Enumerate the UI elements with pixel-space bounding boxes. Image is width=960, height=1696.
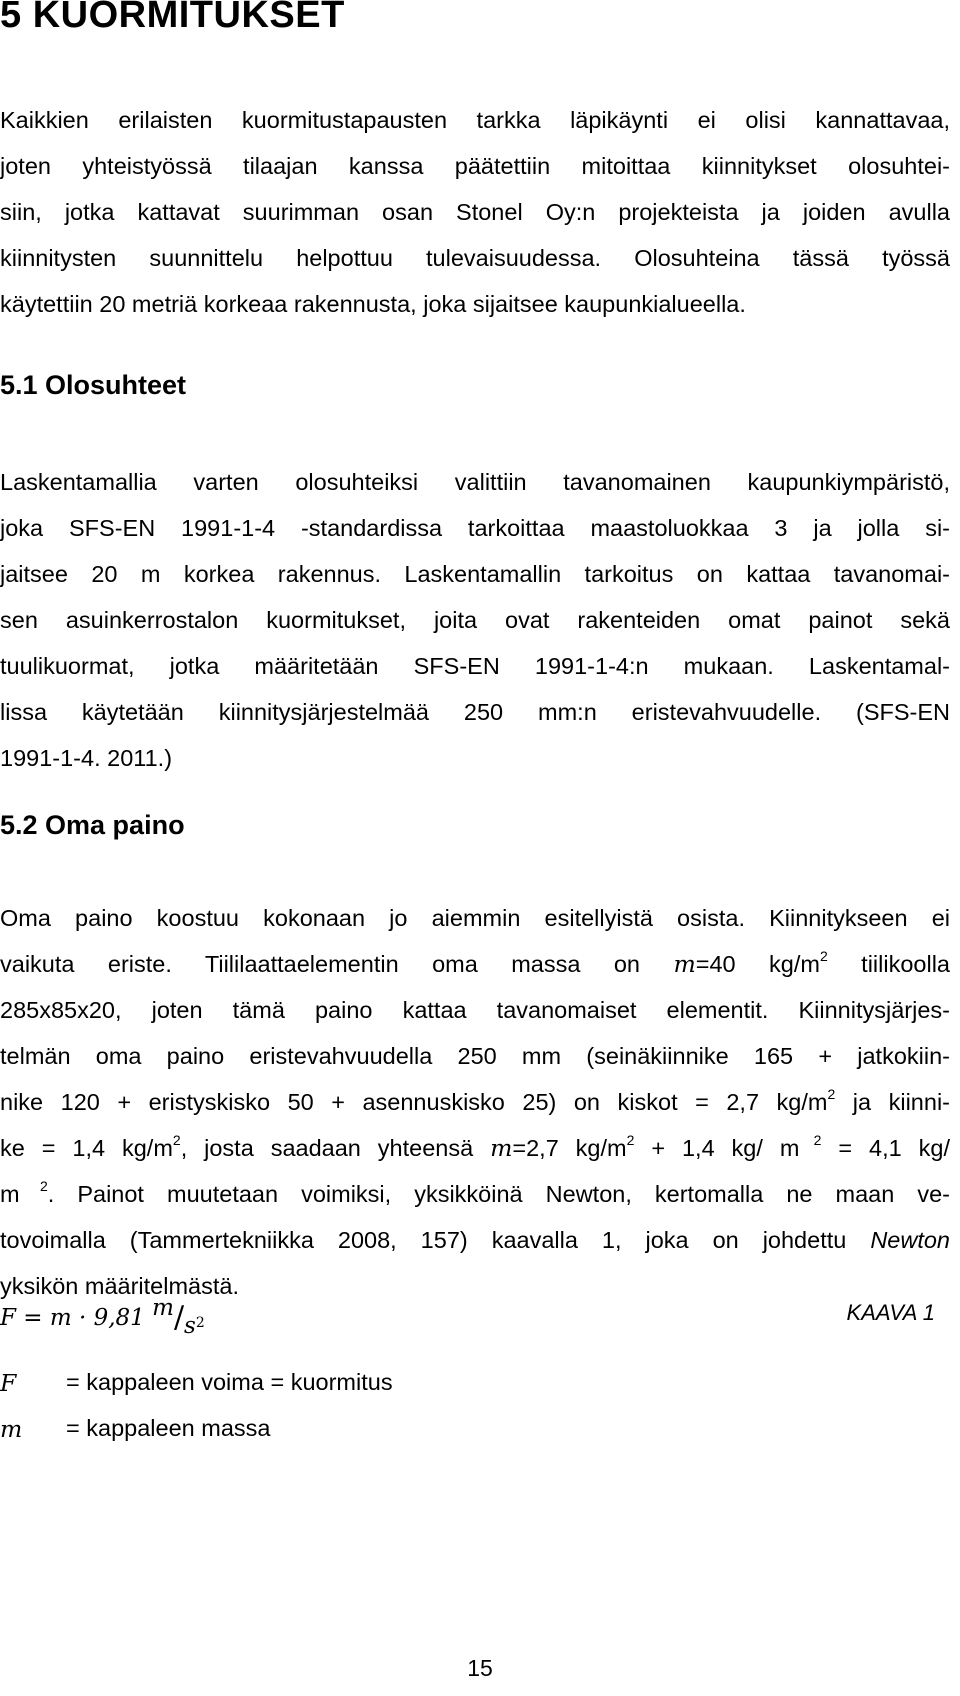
definition-row: [0, 1369, 950, 1409]
text-line: siin, jotka kattavat suurimman osan Stonel Oy:n projekteista ja joiden avulla: [0, 199, 950, 225]
text-line: ke = 1,4 $kg/m^2$, josta saadaan yhteensä m=2,7 $kg/m^2 + 1,4$ kg/ m $^2$ = 4,1 kg/: [0, 1132, 950, 1162]
intro-paragraph: [0, 97, 950, 327]
formula-label: KAAVA 1: [846, 1300, 935, 1325]
text-line: joten yhteistyössä tilaajan kanssa päätettiin mitoittaa kiinnitykset olosuhtei-: [0, 153, 950, 179]
text-line: jaitsee 20 m korkea rakennus. Laskentamallin tarkoitus on kattaa tavanomai-: [0, 561, 950, 587]
section-5-1-paragraph: [0, 459, 950, 781]
text-line: vaikuta eriste. Tiililaattaelementin oma massa on m=40 $kg/m^2$ tiilikoolla: [0, 948, 950, 978]
text-line: tuulikuormat, jotka määritetään SFS-EN 1991-1-4:n mukaan. Laskentamal-: [0, 653, 950, 679]
text-line: 285x85x20, joten tämä paino kattaa tavanomaiset elementit. Kiinnitysjärjes-: [0, 997, 950, 1023]
math-variable: m: [673, 950, 696, 978]
formula-kaava-1: F = m · 9,81 m/s2: [0, 1295, 205, 1339]
math-variable: m: [490, 1134, 513, 1162]
text-line: telmän oma paino eristevahvuudella 250 mm (seinäkiinnike 165 + jatkokiin-: [0, 1043, 950, 1069]
definition-symbol: m: [0, 1415, 23, 1443]
page-number: 15: [467, 1655, 493, 1681]
text-line: m $^2$. Painot muutetaan voimiksi, yksikköinä Newton, kertomalla ne maan ve-: [0, 1178, 950, 1207]
text-line: nike 120 + eristyskisko 50 + asennuskisko 25) on kiskot = 2,7 $kg/m^2$ ja kiinni-: [0, 1086, 950, 1115]
section-heading-5-2: 5.2 Oma paino: [0, 810, 185, 840]
section-heading-5-1: 5.1 Olosuhteet: [0, 370, 187, 400]
section-5-2-paragraph: [0, 895, 950, 1309]
text-line: Oma paino koostuu kokonaan jo aiemmin esitellyistä osista. Kiinnitykseen ei: [0, 905, 950, 931]
definition-text: = kappaleen massa: [66, 1415, 271, 1441]
text-line: Laskentamallia varten olosuhteiksi valittiin tavanomainen kaupunkiympäristö,: [0, 469, 950, 495]
text-line: sen asuinkerrostalon kuormitukset, joita ovat rakenteiden omat painot sekä: [0, 607, 950, 633]
text-line: yksikön määritelmästä.: [0, 1273, 239, 1299]
formula-row: [0, 1295, 950, 1344]
chapter-heading: 5 KUORMITUKSET: [0, 0, 345, 36]
text-line: lissa käytetään kiinnitysjärjestelmää 250 mm:n eristevahvuudelle. (SFS-EN: [0, 699, 950, 725]
text-line: joka SFS-EN 1991-1-4 -standardissa tarkoittaa maastoluokkaa 3 ja jolla si-: [0, 515, 950, 541]
text-line: kiinnitysten suunnittelu helpottuu tulevaisuudessa. Olosuhteina tässä työssä: [0, 245, 950, 271]
definition-text: = kappaleen voima = kuormitus: [66, 1369, 393, 1395]
definition-row: [0, 1415, 950, 1455]
text-line: tovoimalla (Tammertekniikka 2008, 157) kaavalla 1, joka on johdettu Newton: [0, 1227, 950, 1253]
text-line: käytettiin 20 metriä korkeaa rakennusta, joka sijaitsee kaupunkialueella.: [0, 291, 746, 317]
text-line: 1991-1-4. 2011.): [0, 745, 173, 771]
text-line: Kaikkien erilaisten kuormitustapausten tarkka läpikäynti ei olisi kannattavaa,: [0, 107, 950, 133]
definition-symbol: F: [0, 1369, 17, 1397]
